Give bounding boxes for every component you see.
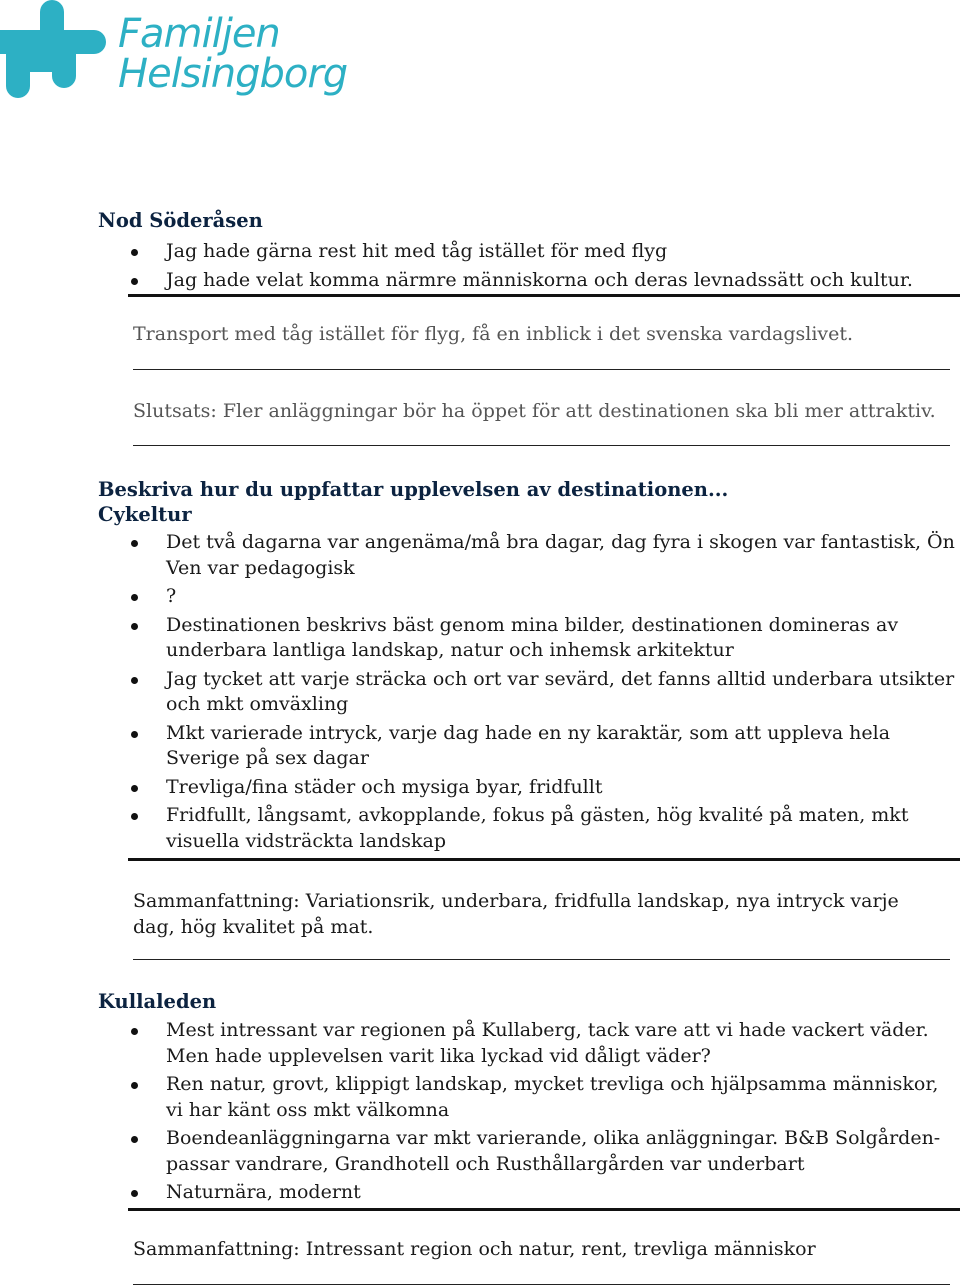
transport-text: Transport med tåg istället för flyg, få en inblick i det svenska vardagslivet.	[133, 323, 854, 345]
familjen-helsingborg-logo	[0, 0, 348, 120]
puzzle-mark-icon	[0, 0, 115, 110]
kullaleden-list	[128, 1018, 958, 1209]
logo-wordmark: Familjen Helsingborg	[118, 11, 348, 97]
bullet-icon	[131, 1136, 138, 1143]
list-item: Destinationen beskrivs bäst genom mina bilder, destinationen domineras av underbara lantliga landskap, natur och inhemsk arkitektur	[128, 613, 958, 664]
kullaleden-summary: Sammanfattning: Intressant region och natur, rent, trevliga människor	[133, 1238, 816, 1260]
bullet-icon	[131, 677, 138, 684]
soderasen-list	[128, 239, 948, 296]
list-item: Jag hade gärna rest hit med tåg istället för med flyg	[128, 239, 948, 265]
list-item: Fridfullt, långsamt, avkopplande, fokus på gästen, hög kvalité på maten, mkt visuella vidsträckta landskap	[128, 803, 958, 854]
bullet-icon	[131, 594, 138, 601]
list-item: Ren natur, grovt, klippigt landskap, mycket trevliga och hjälpsamma människor, vi har känt oss mkt välkomna	[128, 1072, 958, 1123]
list-item: Jag hade velat komma närmre människorna och deras levnadssätt och kultur.	[128, 268, 948, 294]
list-item: Det två dagarna var angenäma/må bra dagar, dag fyra i skogen var fantastisk, Ön Ven var pedagogisk	[128, 530, 958, 581]
answer-line	[133, 959, 950, 960]
list-item: Boendeanläggningarna var mkt varierande, olika anläggningar. B&B Solgården-passar vandrare, Grandhotell och Rusthållargården var underbart	[128, 1126, 958, 1177]
question-heading: Beskriva hur du uppfattar upplevelsen av destinationen...	[98, 478, 729, 501]
bullet-icon	[131, 540, 138, 547]
cykeltur-list	[128, 530, 958, 857]
answer-line	[133, 1284, 950, 1285]
section-title-kullaleden: Kullaleden	[98, 990, 217, 1013]
section-title-soderasen: Nod Söderåsen	[98, 209, 263, 232]
list-item: Mest intressant var regionen på Kullaberg, tack vare att vi hade vackert väder. Men hade upplevelsen varit lika lyckad vid dåligt väder?	[128, 1018, 958, 1069]
bullet-icon	[131, 813, 138, 820]
section-title-cykeltur: Cykeltur	[98, 503, 192, 526]
bullet-icon	[131, 1028, 138, 1035]
list-item: Jag tycket att varje sträcka och ort var sevärd, det fanns alltid underbara utsikter och mkt omväxling	[128, 667, 958, 718]
bullet-icon	[131, 785, 138, 792]
divider	[128, 858, 960, 861]
slutsats-text: Slutsats: Fler anläggningar bör ha öppet för att destinationen ska bli mer attraktiv.	[133, 400, 936, 422]
bullet-icon	[131, 623, 138, 630]
list-item: Trevliga/fina städer och mysiga byar, fridfullt	[128, 775, 958, 801]
bullet-icon	[131, 1190, 138, 1197]
divider	[128, 1208, 960, 1211]
list-item: ?	[128, 584, 958, 610]
answer-line	[133, 445, 950, 446]
bullet-icon	[131, 278, 138, 285]
divider	[128, 294, 960, 297]
cykeltur-summary: Sammanfattning: Variationsrik, underbara, fridfulla landskap, nya intryck varje dag, hög kvalitet på mat.	[133, 890, 899, 938]
answer-line	[133, 369, 950, 370]
list-item: Naturnära, modernt	[128, 1180, 958, 1206]
bullet-icon	[131, 249, 138, 256]
bullet-icon	[131, 731, 138, 738]
list-item: Mkt varierade intryck, varje dag hade en ny karaktär, som att uppleva hela Sverige på sex dagar	[128, 721, 958, 772]
bullet-icon	[131, 1082, 138, 1089]
